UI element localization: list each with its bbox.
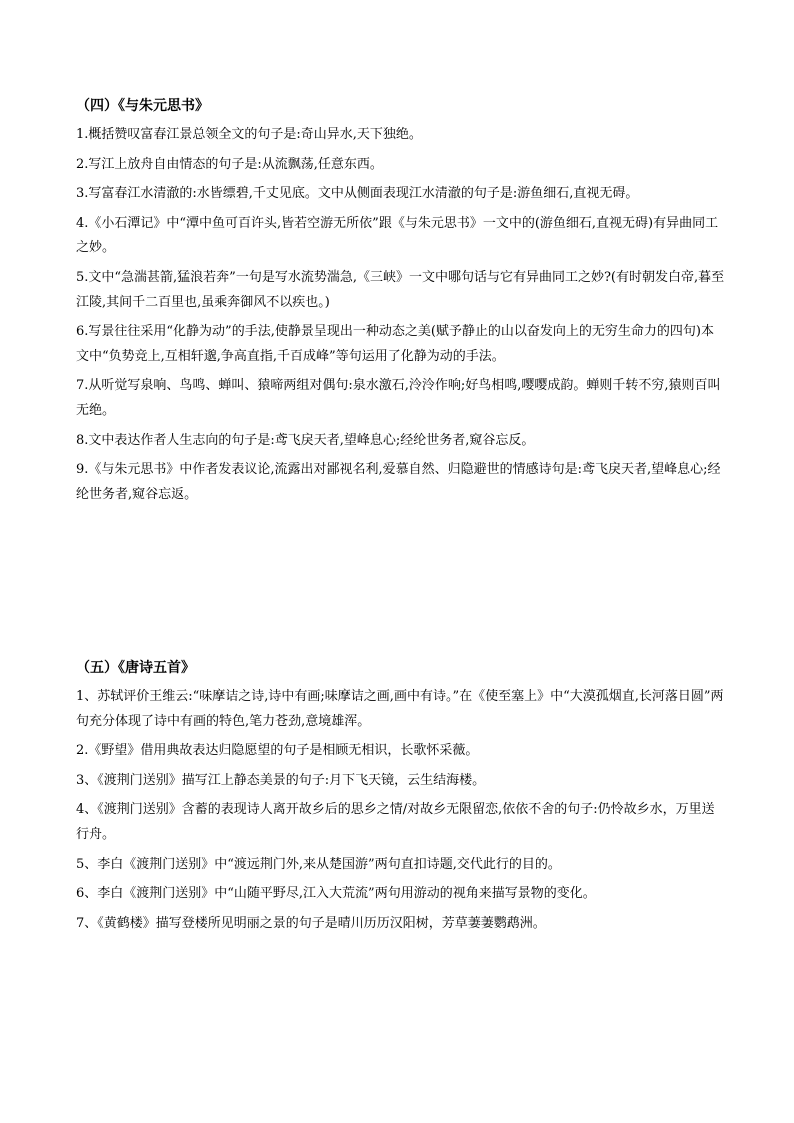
section-five-list bbox=[76, 685, 726, 936]
list-item: 3.写富春江水清澈的:水皆缥碧,千丈见底。文中从侧面表现江水清澈的句子是:游鱼细石,直视无碍。 bbox=[76, 186, 639, 202]
list-item: 8.文中表达作者人生志向的句子是:鸢飞戾天者,望峰息心;经纶世务者,窥谷忘反。 bbox=[76, 432, 535, 448]
list-item: 6.写景往往采用“化静为动”的手法,使静景呈现出一种动态之美(赋予静止的山以奋发向上的无穷生命力的四句)本文中“负势竞上,互相轩邈,争高直指,千百成峰”等句运用了化静为动的手法。 bbox=[76, 324, 714, 364]
list-item: 5.文中“急湍甚箭,猛浪若奔”一句是写水流势湍急,《三峡》一文中哪句话与它有异曲同工之妙?(有时朝发白帝,暮至江陵,其间千二百里也,虽乘奔御风不以疾也。) bbox=[76, 269, 725, 310]
list-item: 1.概括赞叹富春江景总领全文的句子是:奇山异水,天下独绝。 bbox=[76, 127, 422, 142]
section-five bbox=[76, 655, 726, 941]
section-four-list bbox=[76, 123, 726, 507]
section-four bbox=[76, 93, 726, 512]
list-item: 5、李白《渡荆门送别》中“渡远荆门外,来从楚国游”两句直扣诗题,交代此行的目的。 bbox=[76, 856, 561, 872]
list-item: 3、《渡荆门送别》描写江上静态美景的句子:月下飞天镜，云生结海楼。 bbox=[76, 772, 486, 788]
list-item: 2.写江上放舟自由情态的句子是:从流飘荡,任意东西。 bbox=[76, 156, 383, 172]
section-four-heading: （四）《与朱元思书》 bbox=[76, 98, 209, 114]
list-item: 4.《小石潭记》中“潭中鱼可百许头,皆若空游无所依”跟《与朱元思书》一文中的(游鱼细石,直视无碍)有异曲同工之妙。 bbox=[76, 215, 719, 256]
list-item: 9.《与朱元思书》中作者发表议论,流露出对鄙视名利,爱慕自然、归隐避世的情感诗句是:鸢飞戾天者,望峰息心;经纶世务者,窥谷忘返。 bbox=[76, 462, 721, 502]
list-item: 6、李白《渡荆门送别》中“山随平野尽,江入大荒流”两句用游动的视角来描写景物的变化。 bbox=[76, 886, 596, 902]
list-item: 7、《黄鹤楼》描写登楼所见明丽之景的句子是晴川历历汉阳树，芳草萋萋鹦鹉洲。 bbox=[76, 915, 546, 931]
list-item: 4、《渡荆门送别》含蓄的表现诗人离开故乡后的思乡之情/对故乡无限留恋,依依不舍的句子:仍怜故乡水，万里送行舟。 bbox=[76, 802, 715, 842]
list-item: 2.《野望》借用典故表达归隐愿望的句子是相顾无相识，长歌怀采薇。 bbox=[76, 743, 479, 759]
list-item: 1、苏轼评价王维云:“味摩诘之诗,诗中有画;味摩诘之画,画中有诗。”在《使至塞上》中“大漠孤烟直,长河落日圆”两句充分体现了诗中有画的特色,笔力苍劲,意境雄浑。 bbox=[76, 689, 724, 729]
section-five-heading: （五）《唐诗五首》 bbox=[76, 660, 195, 676]
list-item: 7.从听觉写泉响、鸟鸣、蝉叫、猿啼两组对偶句:泉水激石,泠泠作响;好鸟相鸣,嘤嘤成韵。蝉则千转不穷,猿则百叫无绝。 bbox=[76, 378, 721, 418]
